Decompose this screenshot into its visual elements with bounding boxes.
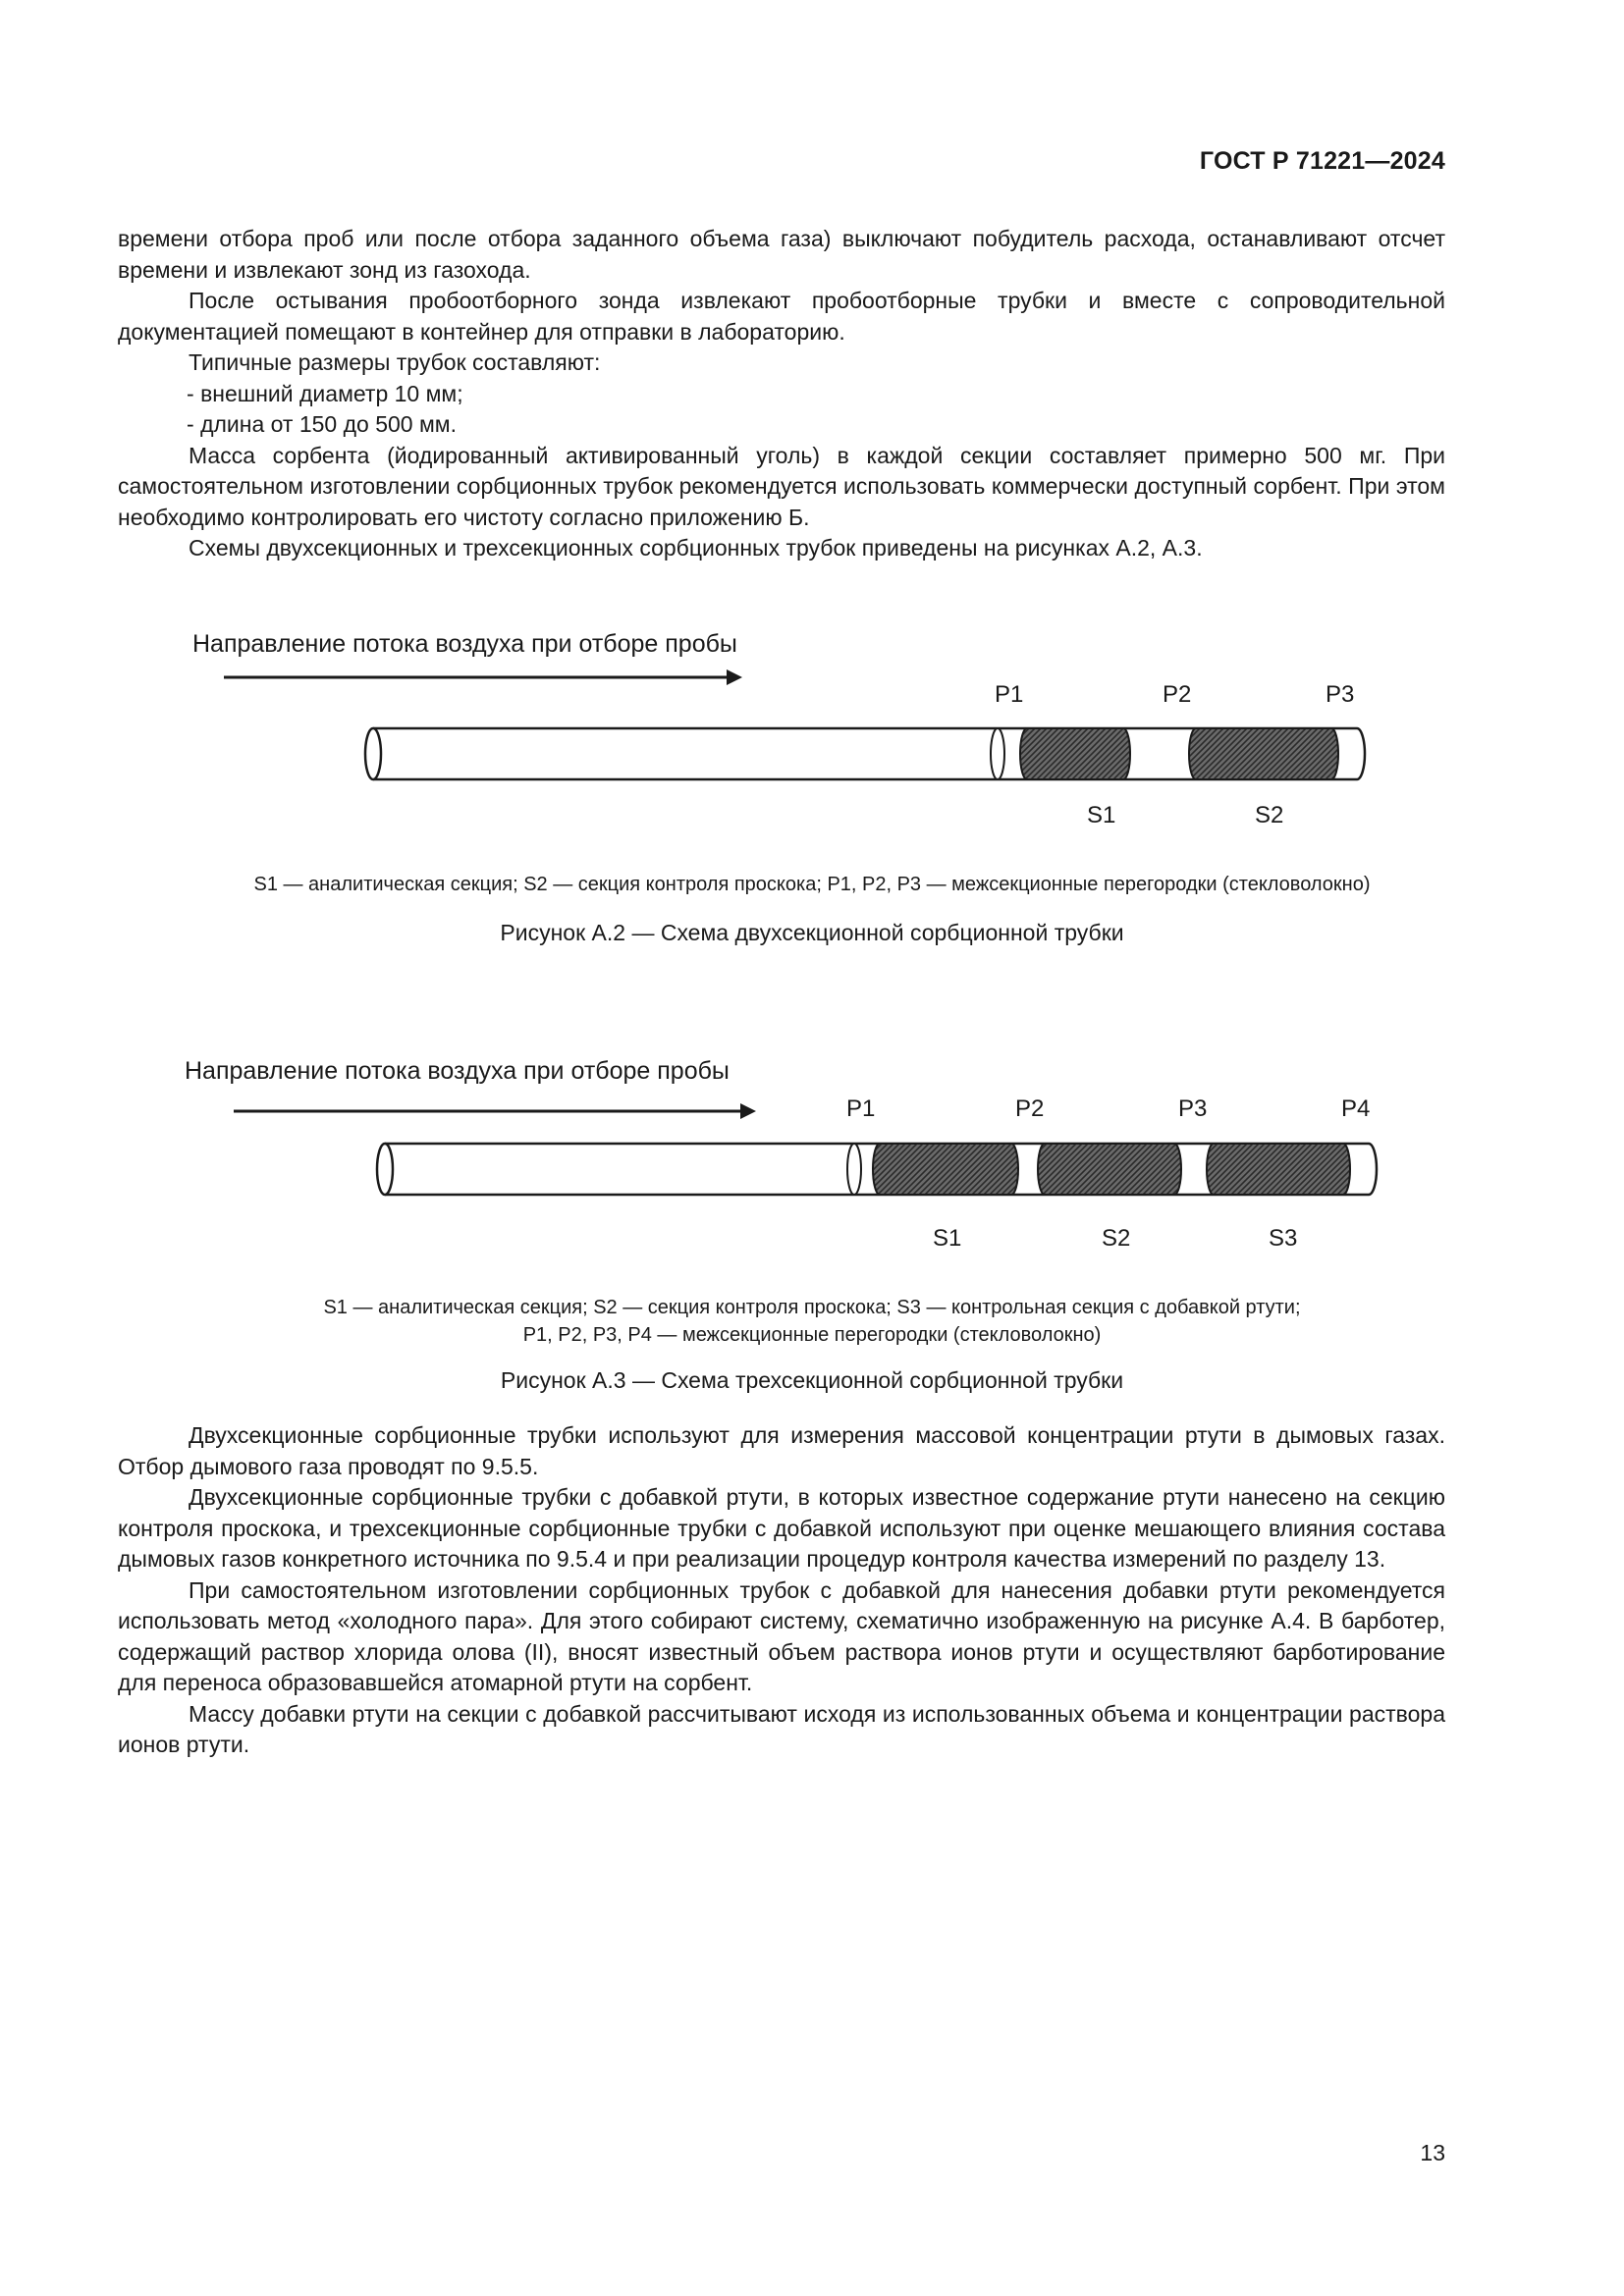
- figure-a2-caption: Рисунок А.2 — Схема двухсекционной сорбционной трубки: [500, 920, 1124, 945]
- figure-a2-legend: S1 — аналитическая секция; S2 — секция контроля проскока; P1, P2, P3 — межсекционные перегородки (стекловолокно): [253, 874, 1371, 895]
- partition-label-p2: P2: [1163, 681, 1192, 708]
- section-label-s1: S1: [933, 1225, 962, 1252]
- flow-label: Направление потока воздуха при отборе пробы: [192, 630, 737, 658]
- flow-arrow-head: [727, 669, 742, 685]
- section-label-s2: S2: [1255, 802, 1284, 828]
- sorbent-section-s2: [1038, 1144, 1181, 1195]
- paragraph: Типичные размеры трубок составляют:: [189, 349, 601, 375]
- paragraph: Схемы двухсекционных и трехсекционных сорбционных трубок приведены на рисунках А.2, А.3.: [189, 535, 1203, 561]
- partition-label-p1: P1: [995, 681, 1024, 708]
- section-label-s3: S3: [1269, 1225, 1298, 1252]
- paragraph: При самостоятельном изготовлении сорбционных трубок с добавкой для нанесения добавки ртути рекомендуется использовать метод «холодного пара». Для этого собирают систему, схематично изображенную на рисунке А.4. В барботер, содержащий раствор хлорида олова (II), вносят известный объем раствора ионов ртути и осуществляют барботирование для переноса образовавшейся атомарной ртути на сорбент.: [118, 1576, 1445, 1695]
- partition-p1: [991, 728, 1004, 779]
- paragraph: После остывания пробоотборного зонда извлекают пробоотборные трубки и вместе с сопроводительной документацией помещают в контейнер для отправки в лабораторию.: [118, 288, 1445, 345]
- flow-arrow-head: [740, 1103, 756, 1119]
- list-item: - длина от 150 до 500 мм.: [118, 409, 1445, 441]
- legend-line: S1 — аналитическая секция; S2 — секция контроля проскока; S3 — контрольная секция с добавкой ртути;: [323, 1297, 1301, 1318]
- list-item: - внешний диаметр 10 мм;: [118, 379, 1445, 410]
- partition-label-p2: P2: [1015, 1095, 1045, 1122]
- paragraph: Двухсекционные сорбционные трубки используют для измерения массовой концентрации ртути в дымовых газах. Отбор дымового газа проводят по 9.5.5.: [118, 1422, 1445, 1479]
- partition-label-p3: P3: [1178, 1095, 1208, 1122]
- sorbent-section-s1: [1020, 728, 1130, 779]
- paragraph: времени отбора проб или после отбора заданного объема газа) выключают побудитель расхода, останавливают отсчет времени и извлекают зонд из газохода.: [118, 226, 1445, 283]
- sorbent-section-s1: [873, 1144, 1018, 1195]
- partition-label-p3: P3: [1326, 681, 1355, 708]
- section-label-s1: S1: [1087, 802, 1116, 828]
- tube-open-end: [377, 1144, 393, 1195]
- page-number: 13: [1420, 2140, 1445, 2165]
- paragraph: Массу добавки ртути на секции с добавкой рассчитывают исходя из использованных объема и концентрации раствора ионов ртути.: [118, 1700, 1445, 1757]
- figure-a3-legend: [0, 1294, 1624, 1349]
- intro-text: [118, 224, 1445, 564]
- paragraph: Масса сорбента (йодированный активированный уголь) в каждой секции составляет примерно 500 мг. При самостоятельном изготовлении сорбционных трубок рекомендуется использовать коммерчески доступный сорбент. При этом необходимо контролировать его чистоту согласно приложению Б.: [118, 442, 1445, 530]
- flow-label: Направление потока воздуха при отборе пробы: [185, 1057, 730, 1085]
- body-text: [118, 1420, 1445, 1761]
- section-label-s2: S2: [1102, 1225, 1131, 1252]
- partition-label-p1: P1: [846, 1095, 876, 1122]
- legend-line: P1, P2, P3, P4 — межсекционные перегородки (стекловолокно): [522, 1324, 1102, 1346]
- sorbent-section-s2: [1189, 728, 1338, 779]
- partition-label-p4: P4: [1341, 1095, 1371, 1122]
- sorbent-section-s3: [1207, 1144, 1350, 1195]
- paragraph: Двухсекционные сорбционные трубки с добавкой ртути, в которых известное содержание ртути нанесено на секцию контроля проскока, и трехсекционные сорбционные трубки с добавкой используют при оценке мешающего влияния состава дымовых газов конкретного источника по 9.5.4 и при реализации процедур контроля качества измерений по разделу 13.: [118, 1484, 1445, 1572]
- document-header: ГОСТ Р 71221—2024: [1199, 147, 1445, 175]
- tube-open-end: [365, 728, 381, 779]
- partition-p1: [847, 1144, 861, 1195]
- figure-a3-caption: Рисунок А.3 — Схема трехсекционной сорбционной трубки: [500, 1367, 1124, 1393]
